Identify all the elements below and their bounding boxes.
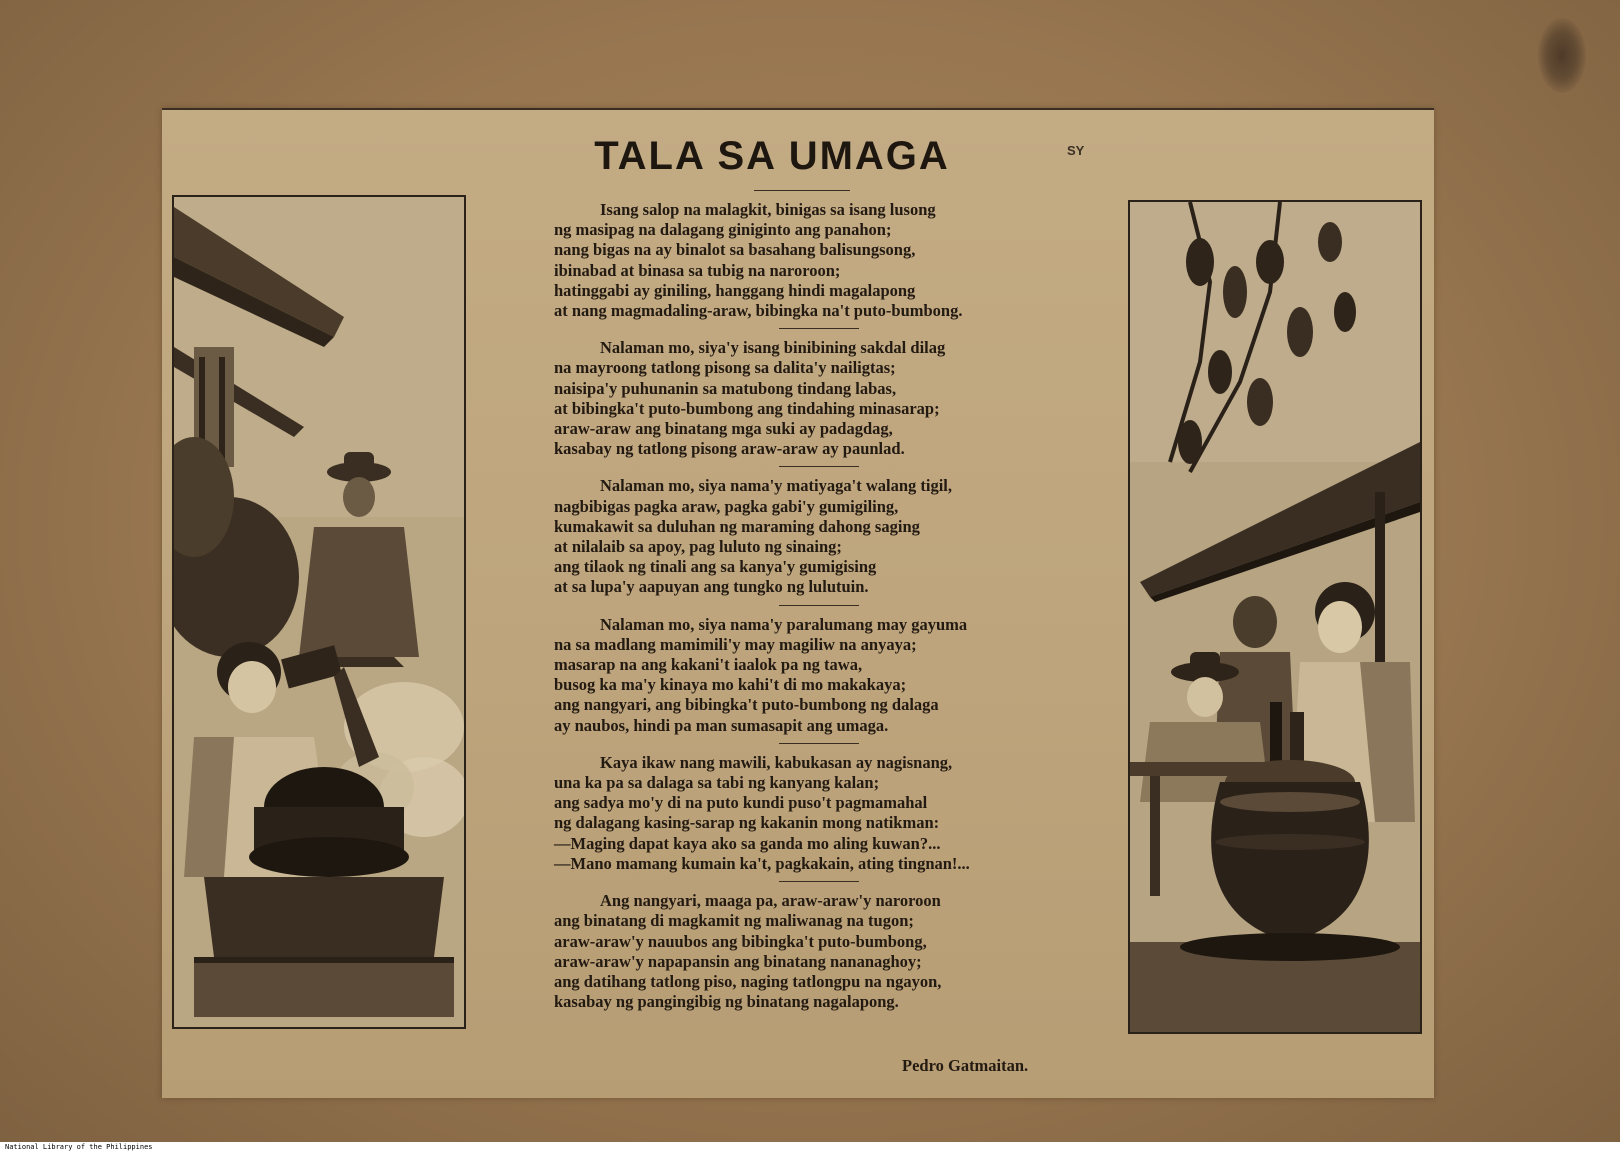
- stanza-5: [554, 753, 1084, 874]
- poem-line: at sa lupa'y aapuyan ang tungko ng lulutuin.: [554, 577, 869, 597]
- footer-bar: [0, 1142, 1620, 1152]
- poem-line: kumakawit sa duluhan ng maraming dahong saging: [554, 516, 920, 536]
- poem-line: araw-araw'y napapansin ang binatang nananaghoy;: [554, 951, 922, 971]
- poem-line: na sa madlang mamimili'y may magiliw na anyaya;: [554, 634, 917, 654]
- poem-line: Kaya ikaw nang mawili, kabukasan ay nagisnang,: [600, 752, 953, 772]
- poem-body: [554, 200, 1084, 1012]
- poem-line: ang sadya mo'y di na puto kundi puso't pagmamahal: [554, 793, 928, 813]
- poem-line: at bibingka't puto-bumbong ang tindahing minasarap;: [554, 398, 940, 418]
- stanza-1: [554, 200, 1084, 321]
- poem-line: at nilalaib sa apoy, pag luluto ng sinaing;: [554, 537, 842, 557]
- poem-line: ang binatang di magkamit ng maliwanag na tugon;: [554, 911, 914, 931]
- poem-line: —Mano mamang kumain ka't, pagkakain, ating tingnan!...: [554, 853, 970, 873]
- poem-line: na mayroong tatlong pisong sa dalita'y nailigtas;: [554, 358, 896, 378]
- stanza-divider: [779, 881, 859, 882]
- poem-line: nagbibigas pagka araw, pagka gabi'y gumigiling,: [554, 496, 899, 516]
- poem-line: ng dalagang kasing-sarap ng kakanin mong natikman:: [554, 813, 940, 833]
- stanza-3: [554, 476, 1084, 597]
- poem-line: masarap na ang kakani't iaalok pa ng tawa,: [554, 655, 863, 675]
- poem-line: kasabay ng tatlong pisong araw-araw ay paunlad.: [554, 439, 905, 459]
- stanza-6: [554, 891, 1084, 1012]
- poem-title: TALA SA UMAGA: [594, 134, 950, 178]
- corner-mark: SY: [1067, 143, 1085, 158]
- top-rule: [162, 108, 1434, 110]
- poem-line: Nalaman mo, siya nama'y matiyaga't walang tigil,: [600, 476, 953, 496]
- poem-line: ay naubos, hindi pa man sumasapit ang umaga.: [554, 715, 889, 735]
- poem-line: Isang salop na malagkit, binigas sa isang lusong: [600, 200, 936, 219]
- poem-line: ng masipag na dalagang giniginto ang panahon;: [554, 220, 892, 240]
- poem-line: Ang nangyari, maaga pa, araw-araw'y naroroon: [600, 891, 941, 911]
- stanza-divider: [779, 605, 859, 606]
- poem-line: hatinggabi ay giniling, hanggang hindi magalapong: [554, 280, 916, 300]
- poem-line: una ka pa sa dalaga sa tabi ng kanyang kalan;: [554, 773, 880, 793]
- stanza-divider: [779, 328, 859, 329]
- paper-stain: [1538, 18, 1586, 93]
- poem-line: ang tilaok ng tinali ang sa kanya'y gumigising: [554, 557, 877, 577]
- stanza-divider: [779, 743, 859, 744]
- illustration-vendor-stall-icon: [1128, 200, 1422, 1034]
- poem-line: at nang magmadaling-araw, bibingka na't puto-bumbong.: [554, 301, 963, 321]
- illustration-woman-cooking-icon: [172, 195, 466, 1029]
- poem-line: kasabay ng pangingibig ng binatang nagalapong.: [554, 992, 899, 1012]
- poem-line: Nalaman mo, siya'y isang binibining sakdal dilag: [600, 338, 946, 358]
- poem-line: araw-araw'y nauubos ang bibingka't puto-bumbong,: [554, 931, 927, 951]
- poem-line: naisipa'y puhunanin sa matubong tindang labas,: [554, 378, 897, 398]
- poem-line: ang nangyari, ang bibingka't puto-bumbong ng dalaga: [554, 695, 939, 715]
- stanza-4: [554, 615, 1084, 736]
- poem-line: —Maging dapat kaya ako sa ganda mo aling kuwan?...: [554, 833, 941, 853]
- title-rule: [754, 190, 850, 191]
- stanza-2: [554, 338, 1084, 459]
- poem-line: Nalaman mo, siya nama'y paralumang may gayuma: [600, 614, 968, 634]
- stanza-divider: [779, 466, 859, 467]
- library-credit: National Library of the Philippines: [2, 1143, 156, 1151]
- poem-line: busog ka ma'y kinaya mo kahi't di mo makakaya;: [554, 675, 907, 695]
- poem-line: ibinabad at binasa sa tubig na naroroon;: [554, 260, 841, 280]
- newspaper-clipping: [162, 108, 1434, 1098]
- poem-line: araw-araw ang binatang mga suki ay padagdag,: [554, 419, 893, 439]
- poem-line: ang datihang tatlong piso, naging tatlongpu na ngayon,: [554, 971, 942, 991]
- author-signature: Pedro Gatmaitan.: [902, 1056, 1029, 1075]
- poem-line: nang bigas na ay binalot sa basahang balisungsong,: [554, 240, 916, 260]
